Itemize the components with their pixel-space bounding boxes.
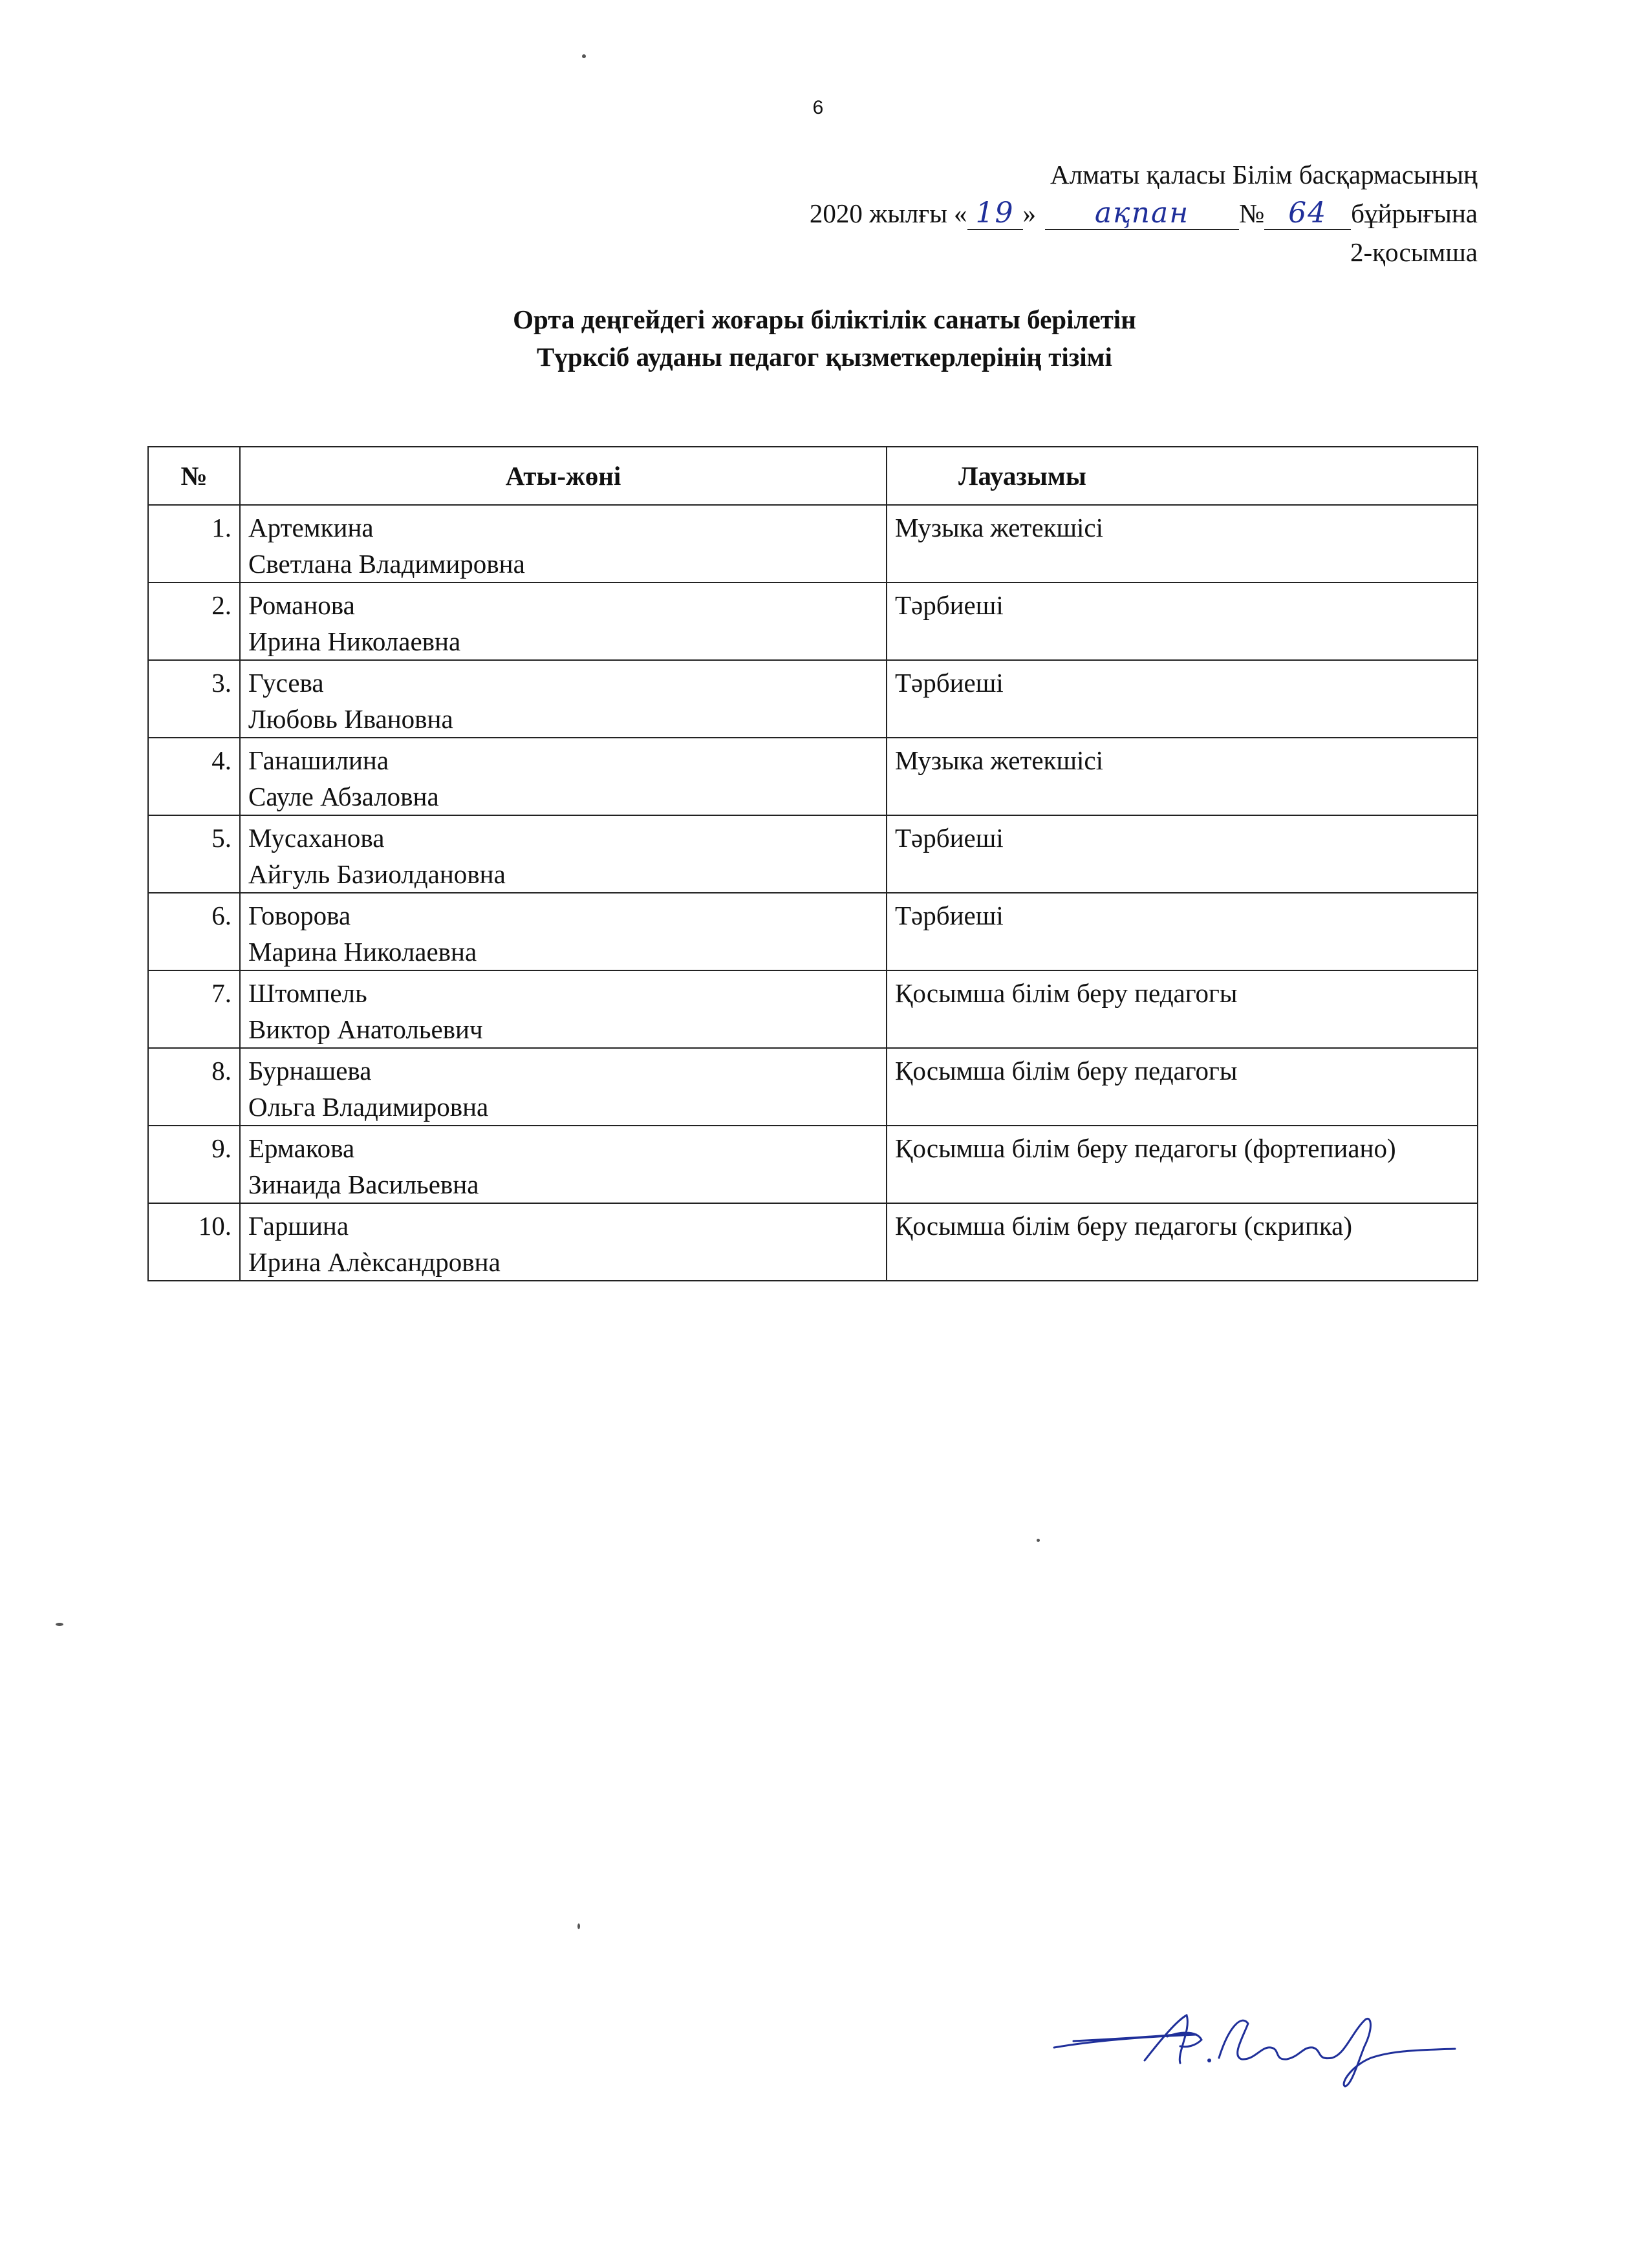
header-line-3: 2-қосымша [1350,237,1478,267]
order-suffix: бұйрығына [1351,198,1478,228]
surname: Гусева [248,668,324,698]
handwritten-month [1045,194,1239,233]
surname: Романова [248,590,355,620]
table-row [148,815,1478,893]
given-names: Ирина Алѐксандровна [248,1247,501,1277]
row-position: Тәрбиеші [887,660,1478,738]
surname: Штомпель [248,978,367,1008]
signature-icon [1048,2001,1461,2091]
title-line-1: Орта деңгейдегі жоғары біліктілік санаты берілетін [513,305,1136,334]
handwritten-day [967,194,1023,233]
table-header-row [148,447,1478,505]
row-full-name [240,815,887,893]
row-number: 9. [148,1126,240,1203]
row-full-name [240,505,887,583]
closing-quote: » [1022,198,1037,228]
title-line-2: Түрксіб ауданы педагог қызметкерлерінің тізімі [537,342,1112,372]
surname: Бурнашева [248,1056,372,1086]
row-position: Тәрбиеші [887,583,1478,660]
table-row [148,583,1478,660]
table-row [148,738,1478,815]
row-position: Қосымша білім беру педагогы [887,1048,1478,1126]
row-full-name [240,1203,887,1281]
surname: Артемкина [248,513,374,542]
row-number: 6. [148,893,240,970]
row-full-name [240,583,887,660]
scan-speck [1037,1539,1040,1542]
given-names: Светлана Владимировна [248,549,525,579]
page-number: 6 [812,97,824,118]
given-names: Зинаида Васильевна [248,1170,479,1199]
row-number: 7. [148,970,240,1048]
surname: Говорова [248,901,351,930]
year-prefix: 2020 жылғы « [809,198,967,228]
row-position: Тәрбиеші [887,815,1478,893]
document-title [0,301,1649,376]
row-number: 10. [148,1203,240,1281]
handwritten-order-number [1264,194,1351,233]
row-full-name [240,738,887,815]
table-row [148,970,1478,1048]
row-number: 1. [148,505,240,583]
row-position: Тәрбиеші [887,893,1478,970]
row-full-name [240,1048,887,1126]
number-sign: № [1239,198,1265,228]
row-number: 3. [148,660,240,738]
row-full-name [240,660,887,738]
header-line-2 [810,194,1478,233]
table-row [148,1126,1478,1203]
row-number: 5. [148,815,240,893]
scan-speck [577,1923,580,1929]
row-position: Қосымша білім беру педагогы [887,970,1478,1048]
given-names: Любовь Ивановна [248,704,453,734]
header-line-1: Алматы қаласы Білім басқармасының [1050,160,1478,189]
row-number: 4. [148,738,240,815]
row-full-name [240,1126,887,1203]
given-names: Сауле Абзаловна [248,782,439,811]
table-row [148,660,1478,738]
given-names: Ирина Николаевна [248,626,461,656]
row-number: 2. [148,583,240,660]
handwritten-month-text: ақпан [1094,197,1190,230]
table-row [148,505,1478,583]
scan-speck [56,1623,63,1626]
table-row [148,893,1478,970]
header-position: Лауазымы [887,447,1478,505]
staff-table-body [148,505,1478,1281]
surname: Ермакова [248,1133,355,1163]
order-reference-header [810,155,1478,272]
given-names: Виктор Анатольевич [248,1014,483,1044]
given-names: Айгуль Базиолдановна [248,859,506,889]
header-full-name: Аты-жөні [240,447,887,505]
header-number: № [148,447,240,505]
scan-speck [582,54,586,58]
row-number: 8. [148,1048,240,1126]
row-position: Қосымша білім беру педагогы (фортепиано) [887,1126,1478,1203]
handwritten-day-text: 19 [975,197,1015,230]
row-full-name [240,893,887,970]
handwritten-order-number-text: 64 [1288,197,1328,230]
row-position: Музыка жетекшісі [887,738,1478,815]
row-position: Музыка жетекшісі [887,505,1478,583]
surname: Мусаханова [248,823,385,853]
row-full-name [240,970,887,1048]
given-names: Ольга Владимировна [248,1092,489,1122]
table-row [148,1203,1478,1281]
staff-table [147,446,1478,1281]
surname: Ганашилина [248,745,389,775]
row-position: Қосымша білім беру педагогы (скрипка) [887,1203,1478,1281]
given-names: Марина Николаевна [248,937,477,967]
surname: Гаршина [248,1211,349,1241]
table-row [148,1048,1478,1126]
